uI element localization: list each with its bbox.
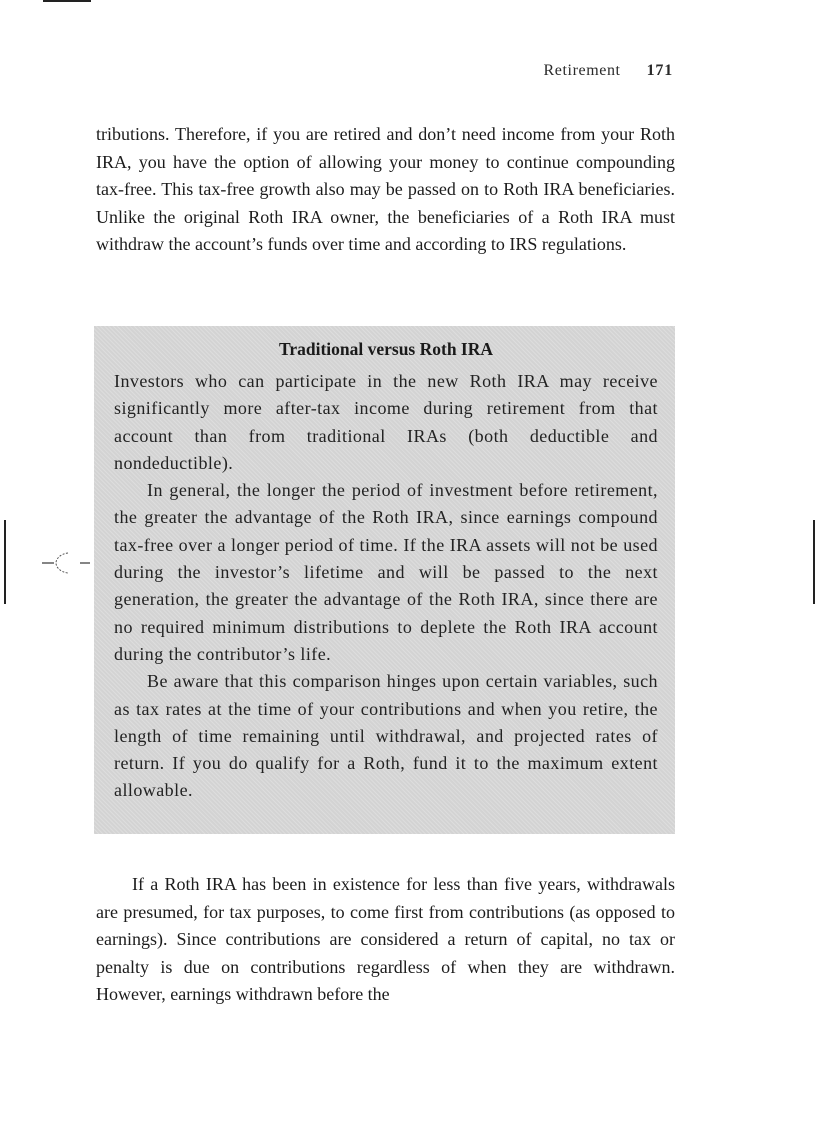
corner-crop-line [43,0,91,2]
sidebar-paragraph: Be aware that this comparison hinges upon certain variables, such as tax rates at the time of your contributions and when you retire, the length of time remaining until withdrawal, and projected rates of return. If you do qualify for a Roth, fund it to the maximum extent allowable. [114,671,658,801]
body-paragraph-top: tributions. Therefore, if you are retired and don’t need income from your Roth IRA, you have the option of allowing your money to continue compounding tax-free. This tax-free growth also may be passed on to Roth IRA beneficiaries. Unlike the original Roth IRA owner, the beneficiaries of a Roth IRA must withdraw the account’s funds over time and according to IRS regulations. [96,124,675,254]
sidebar-paragraph: Investors who can participate in the new Roth IRA may receive significantly more after-tax income during retirement from that account than from traditional IRAs (both deductible and nondeductible). [114,371,658,473]
left-margin-rule [4,520,6,604]
sidebar-box [94,326,675,834]
page-number: 171 [646,62,673,79]
sidebar-title: Traditional versus Roth IRA [278,339,494,359]
chapter-title: Retirement [543,62,621,79]
registration-mark-icon [42,549,92,577]
sidebar-paragraph: In general, the longer the period of investment before retirement, the greater the advantage of the Roth IRA, since earnings compound tax-free over a longer period of time. If the IRA assets will not be used during the investor’s lifetime and will be passed to the next generation, the greater the advantage of the Roth IRA, since there are no required minimum distributions to deplete the Roth IRA account during the contributor’s life. [114,480,658,664]
body-paragraph-bottom: If a Roth IRA has been in existence for less than five years, withdrawals are presumed, for tax purposes, to come first from contributions (as opposed to earnings). Since contributions are considered a return of capital, no tax or penalty is due on contributions regardless of when they are withdrawn. However, earnings withdrawn before the [96,874,675,1004]
right-margin-rule [813,520,815,604]
running-head [544,62,674,80]
